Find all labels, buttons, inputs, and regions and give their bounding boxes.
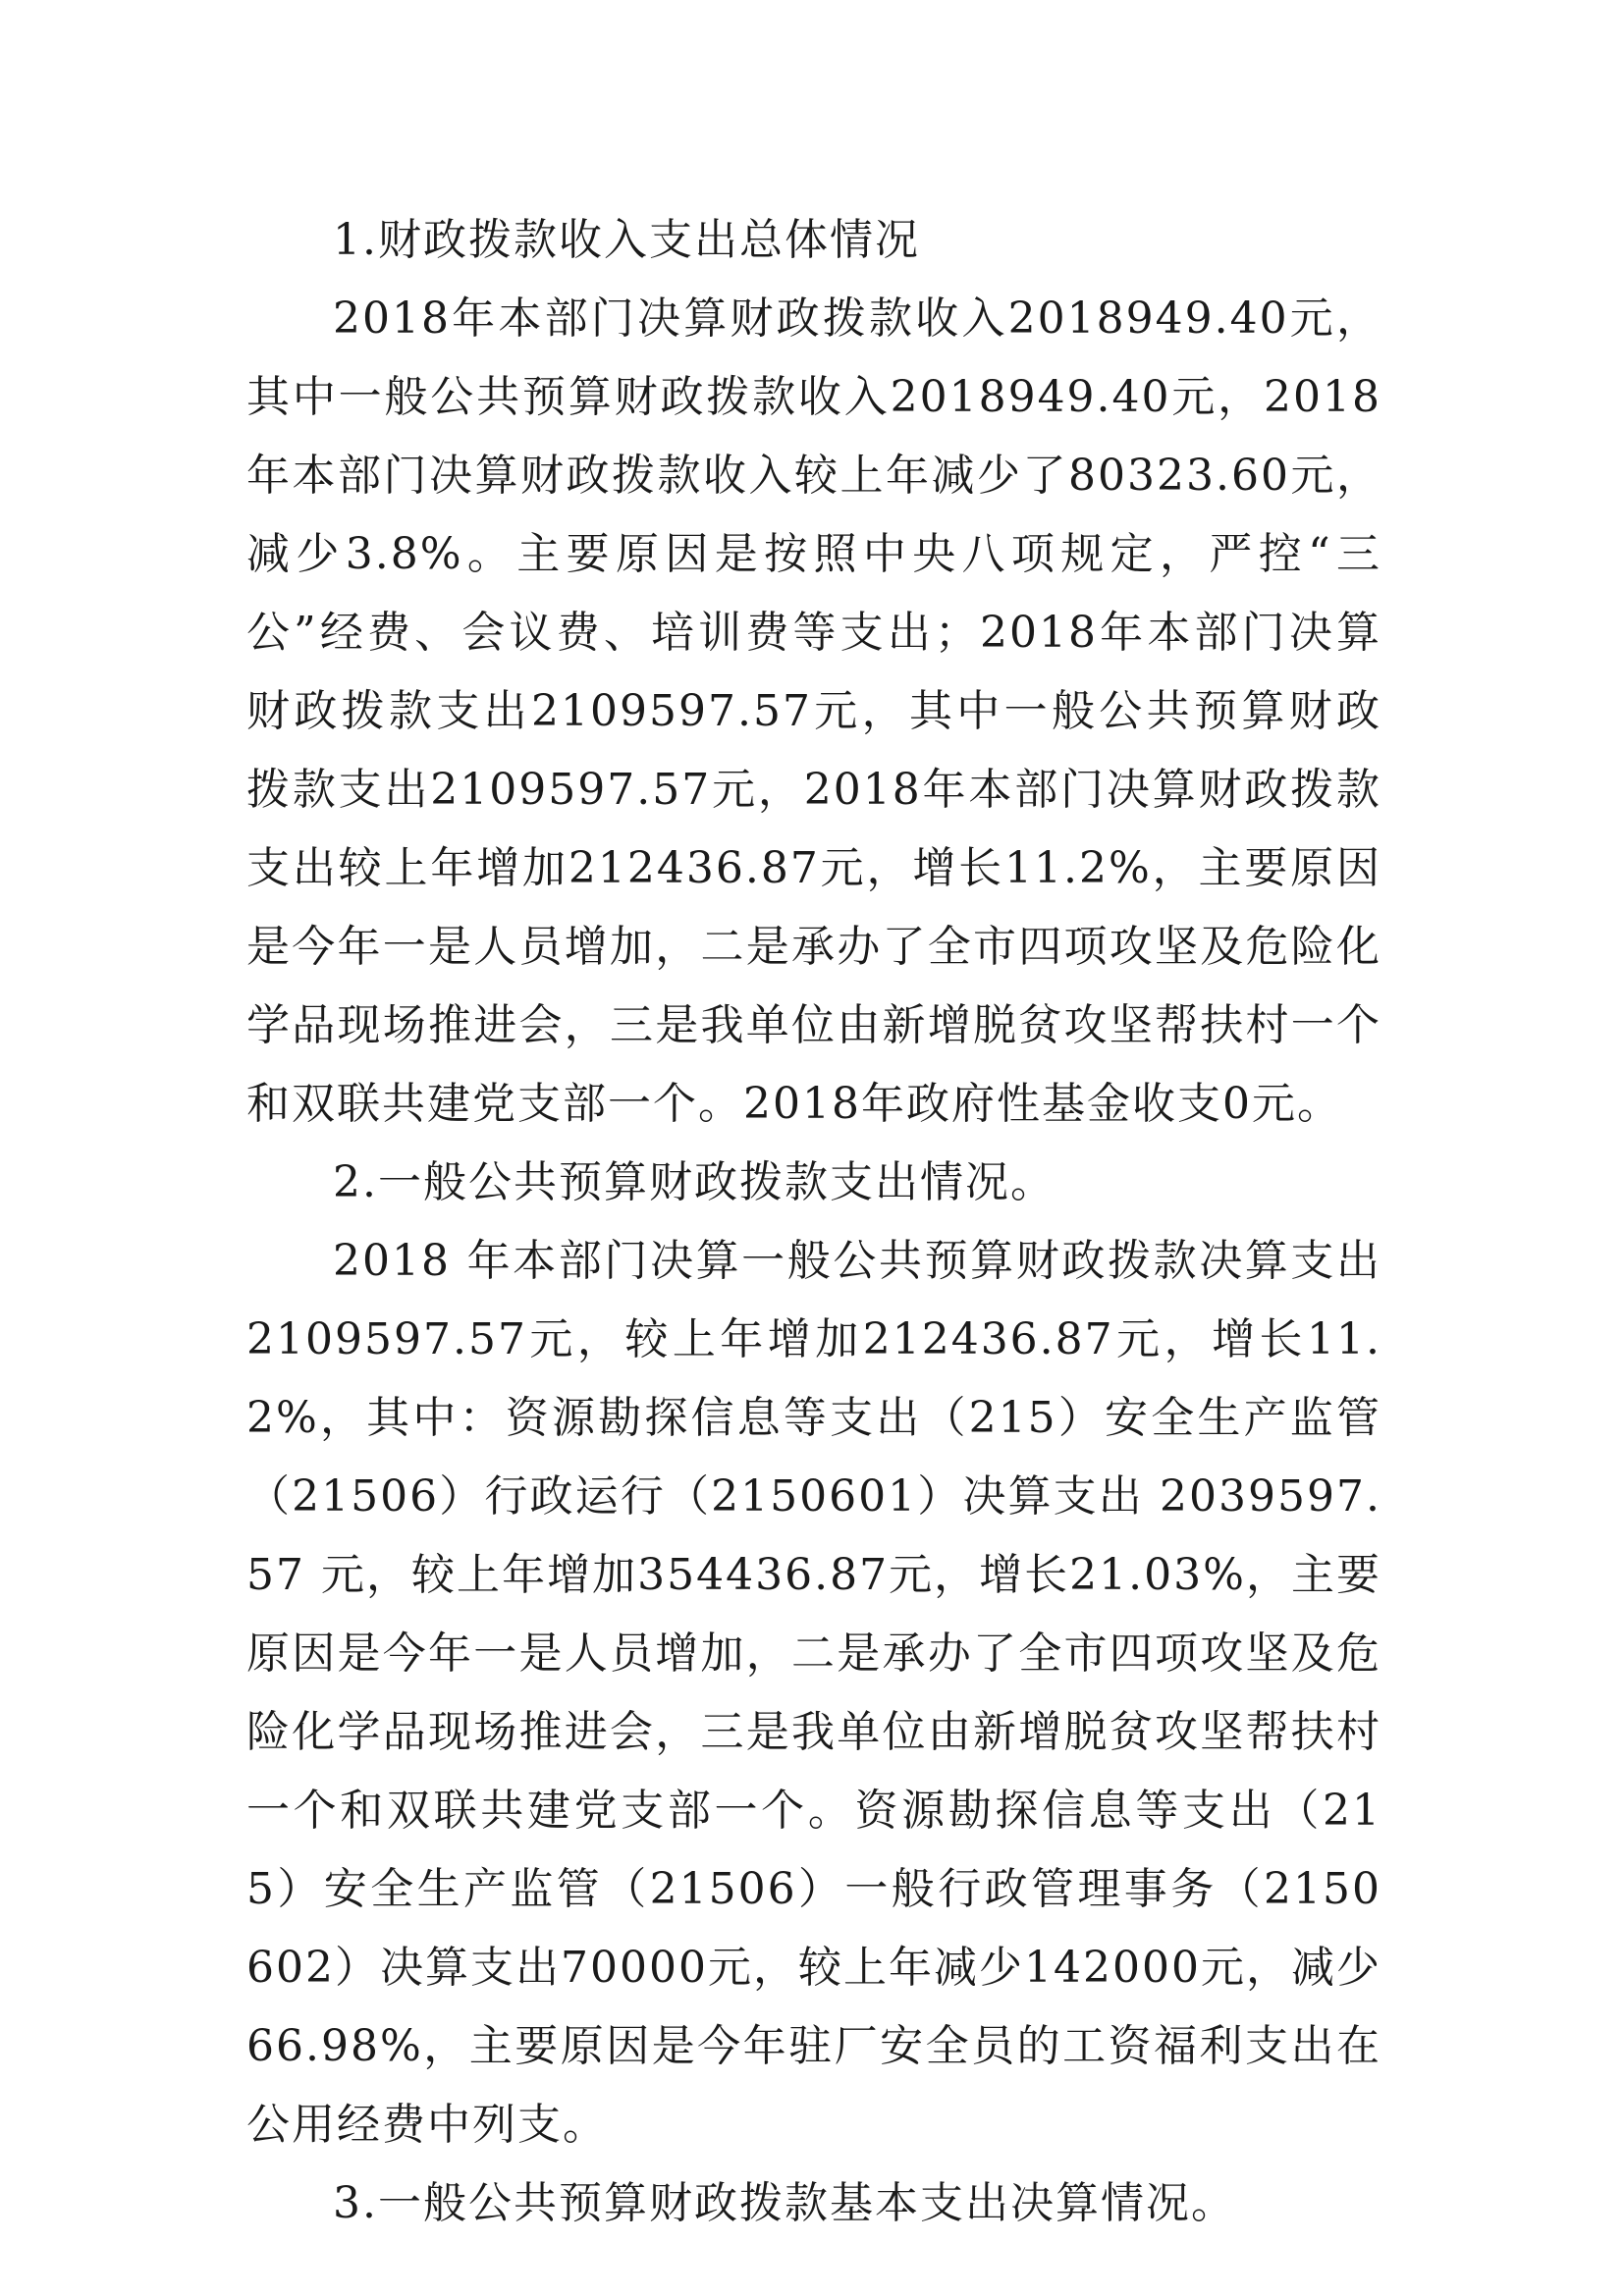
section-heading-1: 1.财政拨款收入支出总体情况 — [333, 215, 920, 265]
section-heading-3: 3.一般公共预算财政拨款基本支出决算情况。 — [333, 2178, 1236, 2228]
section-heading-2: 2.一般公共预算财政拨款支出情况。 — [333, 1157, 1056, 1207]
section-paragraph-2: 2018 年本部门决算一般公共预算财政拨款决算支出2109597.57元，较上年增加212436.87元，增长11.2%，其中：资源勘探信息等支出（215）安全生产监管（21506）行政运行（2150601）决算支出 2039597.57 元，较上年增加354436.87元，增长21.03%，主要原因是今年一是人员增加，二是承办了全市四项攻坚及危险化学品现场推进会，三是我单位由新增脱贫攻坚帮扶村一个和双联共建党支部一个。资源勘探信息等支出（215）安全生产监管（21506）一般行政管理事务（2150602）决算支出70000元，较上年减少142000元，减少 66.98%，主要原因是今年驻厂安全员的工资福利支出在公用经费中列支。 — [246, 1236, 1381, 2150]
document-body — [246, 201, 1381, 2243]
section-paragraph-1: 2018年本部门决算财政拨款收入2018949.40元，其中一般公共预算财政拨款收入2018949.40元，2018年本部门决算财政拨款收入较上年减少了80323.60元，减少3.8%。主要原因是按照中央八项规定，严控“三公”经费、会议费、培训费等支出；2018年本部门决算财政拨款支出2109597.57元，其中一般公共预算财政拨款支出2109597.57元，2018年本部门决算财政拨款支出较上年增加212436.87元，增长11.2%，主要原因是今年一是人员增加，二是承办了全市四项攻坚及危险化学品现场推进会，三是我单位由新增脱贫攻坚帮扶村一个和双联共建党支部一个。2018年政府性基金收支0元。 — [246, 294, 1381, 1129]
